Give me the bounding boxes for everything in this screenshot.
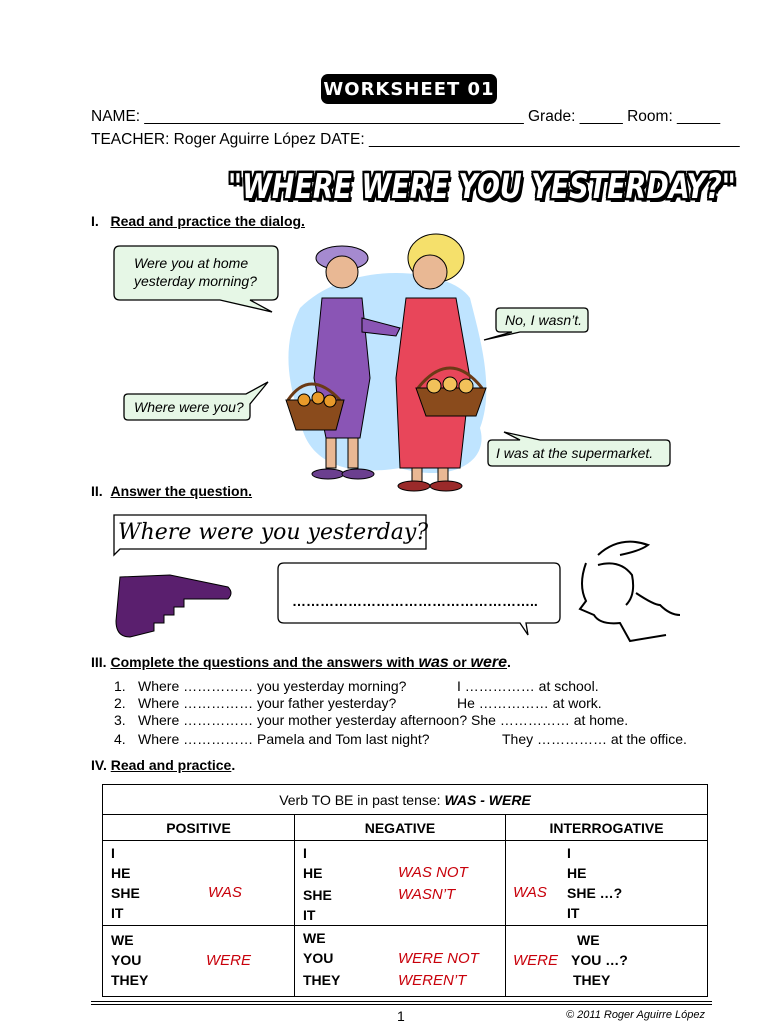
- pronoun: I: [567, 845, 571, 861]
- question-script: Where were you yesterday?: [118, 520, 429, 545]
- positive-plural-cell: [103, 926, 295, 997]
- pronoun: IT: [567, 905, 580, 921]
- pronoun: HE: [111, 865, 131, 881]
- exercise-3-question: Where …………… your mother yesterday afternoon? She …………… at home.: [138, 712, 629, 728]
- section-2-heading: II. Answer the question.: [91, 483, 253, 499]
- pronoun: YOU …?: [571, 952, 628, 968]
- exercise-2-answer: He …………… at work.: [457, 695, 602, 711]
- pronoun: IT: [111, 905, 124, 921]
- pronoun: YOU: [303, 950, 334, 966]
- pronoun: SHE …?: [567, 885, 623, 901]
- interrogative-plural-cell: [506, 926, 708, 997]
- exercise-1-answer: I …………… at school.: [457, 678, 599, 694]
- exercise-2-question: Where …………… your father yesterday?: [138, 695, 397, 711]
- bubble-1-line-2: yesterday morning?: [134, 273, 257, 289]
- col-header-interrogative: INTERROGATIVE: [506, 815, 708, 841]
- verb-table: [102, 784, 708, 997]
- interrogative-singular-cell: [506, 841, 708, 926]
- page-number: 1: [397, 1008, 405, 1024]
- verb-form: WEREN’T: [398, 972, 467, 989]
- pronoun: HE: [567, 865, 587, 881]
- table-caption: Verb TO BE in past tense: WAS - WERE: [103, 785, 708, 815]
- verb-form: WERE NOT: [398, 950, 479, 967]
- page-title: "WHERE WERE YOU YESTERDAY?": [228, 168, 736, 207]
- negative-plural-cell: [295, 926, 506, 997]
- pronoun: THEY: [573, 972, 611, 988]
- name-line: NAME: ____________________________________________ Grade: _____ Room: _____: [91, 108, 721, 125]
- answer-field[interactable]: ……………………………………………..: [292, 593, 538, 609]
- pronoun: SHE: [303, 887, 332, 903]
- col-header-negative: NEGATIVE: [295, 815, 506, 841]
- bubble-3-text: Where were you?: [134, 399, 244, 415]
- pronoun: IT: [303, 907, 316, 923]
- verb-form: WAS NOT: [398, 864, 468, 881]
- exercise-1-num: 1.: [114, 678, 126, 694]
- bubble-2-text: No, I wasn’t.: [505, 312, 583, 328]
- negative-singular-cell: [295, 841, 506, 926]
- verb-form: WERE: [206, 952, 251, 969]
- verb-form: WERE: [513, 952, 558, 969]
- section-3-heading: III. Complete the questions and the answers with was or were.: [91, 654, 511, 671]
- footer-rule: [91, 1001, 712, 1005]
- bubble-4-text: I was at the supermarket.: [496, 445, 654, 461]
- exercise-2-num: 2.: [114, 695, 126, 711]
- verb-form: WAS: [208, 884, 242, 901]
- exercise-4-question: Where …………… Pamela and Tom last night?: [138, 731, 430, 747]
- pronoun: I: [111, 845, 115, 861]
- pronoun: WE: [303, 930, 326, 946]
- pronoun: WE: [577, 932, 600, 948]
- teacher-line: TEACHER: Roger Aguirre López DATE: ___________________________________________: [91, 131, 740, 148]
- col-header-positive: POSITIVE: [103, 815, 295, 841]
- positive-singular-cell: [103, 841, 295, 926]
- pronoun: THEY: [111, 972, 149, 988]
- boy-head-icon: [580, 542, 680, 641]
- pronoun: SHE: [111, 885, 140, 901]
- pronoun: WE: [111, 932, 134, 948]
- exercise-1-question: Where …………… you yesterday morning?: [138, 678, 407, 694]
- pronoun: HE: [303, 865, 323, 881]
- exercise-4-num: 4.: [114, 731, 126, 747]
- verb-form: WASN’T: [398, 886, 456, 903]
- copyright: © 2011 Roger Aguirre López: [566, 1009, 705, 1021]
- pronoun: THEY: [303, 972, 341, 988]
- verb-form: WAS: [513, 884, 547, 901]
- exercise-4-answer: They …………… at the office.: [502, 731, 687, 747]
- section-4-heading: IV. Read and practice.: [91, 757, 236, 773]
- section-1-heading: I. Read and practice the dialog.: [91, 213, 305, 229]
- exercise-3-num: 3.: [114, 712, 126, 728]
- bubble-1-line-1: Were you at home: [134, 255, 249, 271]
- pronoun: I: [303, 845, 307, 861]
- pointing-hand-icon: [116, 575, 231, 637]
- worksheet-badge: WORKSHEET 01: [321, 74, 497, 104]
- pronoun: YOU: [111, 952, 142, 968]
